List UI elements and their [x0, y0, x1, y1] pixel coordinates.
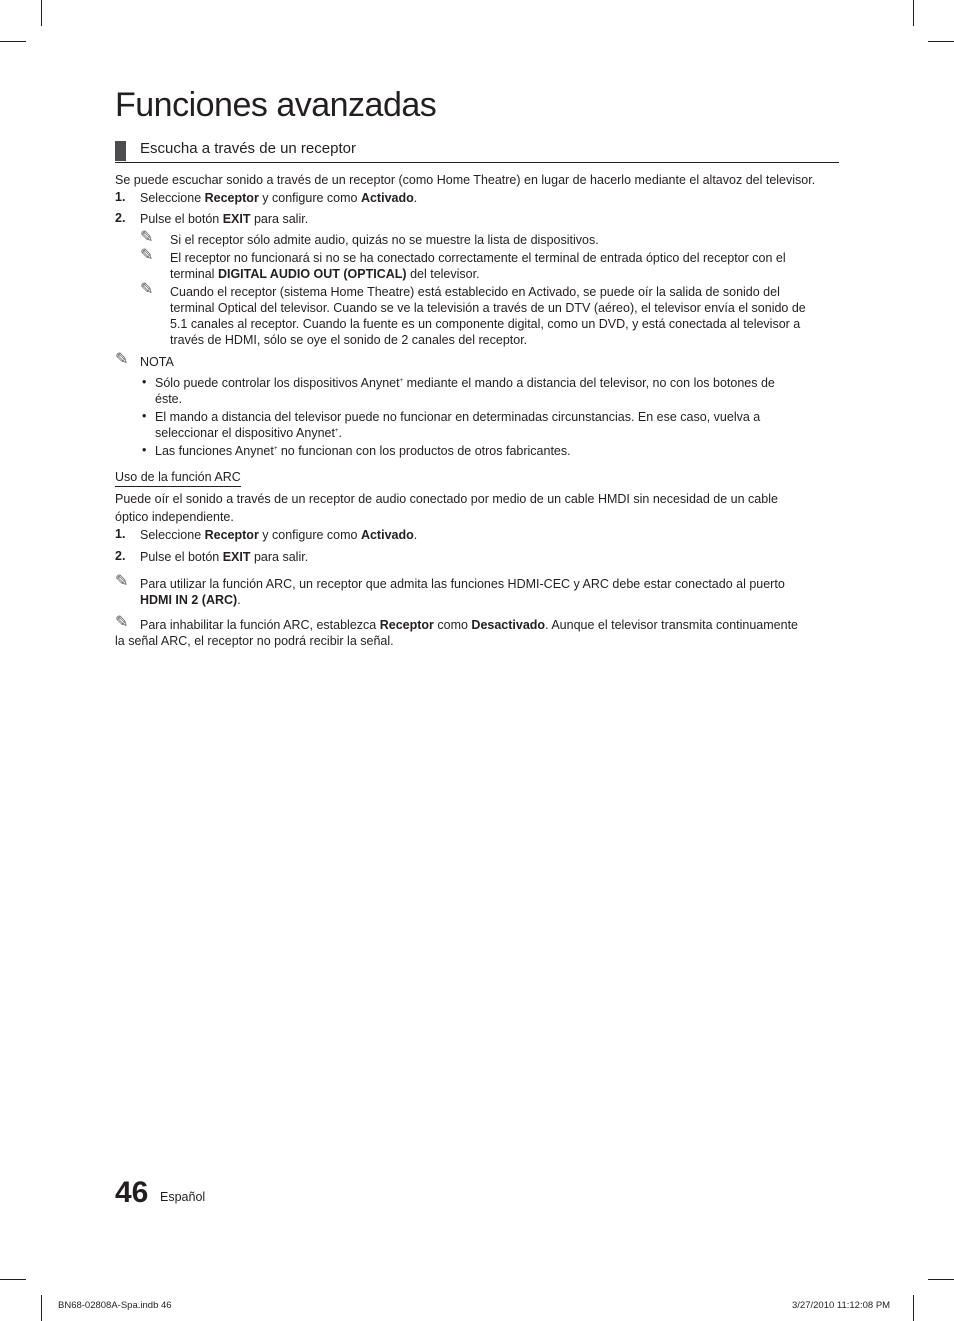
note-icon: ✎	[140, 281, 154, 298]
arc-intro	[115, 491, 778, 525]
note-line: 5.1 canales al receptor. Cuando la fuente es un componente digital, como un DVD, y está conectada al televisor a	[170, 317, 801, 331]
note-2	[170, 250, 786, 282]
arc-subheading: Uso de la función ARC	[115, 470, 241, 487]
step-text: .	[413, 191, 418, 205]
section-marker	[115, 141, 126, 161]
note-icon: ✎	[140, 247, 154, 264]
step-number: 2.	[115, 211, 126, 225]
bullet-text: Las funciones Anynet	[155, 444, 274, 458]
crop-mark	[41, 0, 42, 26]
crop-mark	[928, 41, 954, 42]
step-text: Pulse el botón	[140, 550, 223, 564]
note-icon: ✎	[115, 351, 129, 368]
step-text: Seleccione	[140, 528, 205, 542]
note-line	[140, 617, 798, 633]
crop-mark	[928, 1279, 954, 1280]
desactivado-term: Desactivado	[471, 618, 546, 632]
receptor-term: Receptor	[204, 528, 259, 542]
section-title: Escucha a través de un receptor	[140, 140, 356, 157]
section-header	[115, 140, 839, 163]
crop-mark	[0, 41, 26, 42]
step-number: 2.	[115, 549, 126, 563]
digital-audio-out-term: DIGITAL AUDIO OUT (OPTICAL)	[217, 267, 407, 281]
step-number: 1.	[115, 190, 126, 204]
arc-note-1	[140, 576, 785, 608]
bullet-text: mediante el mando a distancia del televisor, no con los botones de	[403, 376, 775, 390]
step-1	[140, 190, 417, 206]
bullet-text: .	[338, 426, 342, 440]
arc-step-2	[140, 549, 308, 565]
exit-term: EXIT	[222, 212, 251, 226]
page-title: Funciones avanzadas	[115, 86, 437, 124]
receptor-term: Receptor	[379, 618, 434, 632]
arc-intro-line: Puede oír el sonido a través de un receptor de audio conectado por medio de un cable HMDI sin necesidad de un cable	[115, 492, 778, 506]
note-text: como	[433, 618, 472, 632]
crop-mark	[913, 0, 914, 26]
note-text: .	[237, 593, 241, 607]
footer-file: BN68-02808A-Spa.indb 46	[58, 1300, 172, 1311]
step-text: y configure como	[258, 528, 361, 542]
step-text: Seleccione	[140, 191, 205, 205]
bullet-dot: •	[142, 443, 147, 457]
note-icon: ✎	[115, 573, 129, 590]
nota-label: NOTA	[140, 355, 174, 369]
bullet-line	[155, 375, 775, 391]
note-line: Para utilizar la función ARC, un receptor que admita las funciones HDMI-CEC y ARC debe estar conectado al puerto	[140, 577, 785, 591]
receptor-term: Receptor	[204, 191, 259, 205]
note-text: Para inhabilitar la función ARC, establezca	[140, 618, 380, 632]
step-text: y configure como	[258, 191, 361, 205]
bullet-text: seleccionar el dispositivo Anynet	[155, 426, 335, 440]
note-line: El receptor no funcionará si no se ha conectado correctamente el terminal de entrada óptico del receptor con el	[170, 251, 786, 265]
note-line	[140, 592, 785, 608]
note-text: terminal	[170, 267, 218, 281]
note-line: Cuando el receptor (sistema Home Theatre) está establecido en Activado, se puede oír la salida de sonido del	[170, 285, 780, 299]
note-text: . Aunque el televisor transmita continuamente	[545, 618, 799, 632]
step-text: para salir.	[250, 212, 309, 226]
page-language: Español	[160, 1190, 206, 1204]
bullet-dot: •	[142, 375, 147, 389]
step-number: 1.	[115, 527, 126, 541]
activado-term: Activado	[360, 528, 414, 542]
step-text: Pulse el botón	[140, 212, 223, 226]
note-line: terminal Optical del televisor. Cuando se ve la televisión a través de un DTV (aéreo), el televisor envía el sonido de	[170, 301, 806, 315]
registered-sup: +	[399, 377, 404, 384]
exit-term: EXIT	[222, 550, 251, 564]
note-3	[170, 284, 806, 348]
arc-step-1	[140, 527, 417, 543]
note-line	[170, 266, 786, 282]
intro-text: Se puede escuchar sonido a través de un receptor (como Home Theatre) en lugar de hacerlo mediante el altavoz del televisor.	[115, 173, 816, 187]
bullet-1	[155, 375, 775, 407]
arc-intro-line: óptico independiente.	[115, 510, 234, 524]
bullet-text: no funcionan con los productos de otros fabricantes.	[277, 444, 571, 458]
step-text: para salir.	[250, 550, 309, 564]
bullet-2	[155, 409, 760, 441]
registered-sup: +	[273, 445, 278, 452]
bullet-dot: •	[142, 409, 147, 423]
page-number: 46	[115, 1176, 149, 1209]
hdmi-in-2-term: HDMI IN 2 (ARC)	[140, 593, 238, 607]
bullet-line: éste.	[155, 392, 183, 406]
bullet-3	[155, 443, 571, 459]
note-line: través de HDMI, sólo se oye el sonido de 2 canales del receptor.	[170, 333, 528, 347]
bullet-line: El mando a distancia del televisor puede no funcionar en determinadas circunstancias. En ese caso, vuelva a	[155, 410, 761, 424]
note-icon: ✎	[140, 229, 154, 246]
activado-term: Activado	[360, 191, 414, 205]
bullet-text: Sólo puede controlar los dispositivos Anynet	[155, 376, 400, 390]
step-2	[140, 211, 308, 227]
arc-note-2	[140, 617, 798, 633]
crop-mark	[913, 1295, 914, 1321]
arc-note-2-line2: la señal ARC, el receptor no podrá recibir la señal.	[115, 634, 394, 648]
note-text: del televisor.	[406, 267, 480, 281]
crop-mark	[41, 1295, 42, 1321]
step-text: .	[413, 528, 418, 542]
crop-mark	[0, 1279, 26, 1280]
footer-datetime: 3/27/2010 11:12:08 PM	[792, 1300, 891, 1311]
note-icon: ✎	[115, 614, 129, 631]
note-1: Si el receptor sólo admite audio, quizás no se muestre la lista de dispositivos.	[170, 233, 599, 247]
bullet-line	[155, 425, 760, 441]
registered-sup: +	[334, 427, 339, 434]
